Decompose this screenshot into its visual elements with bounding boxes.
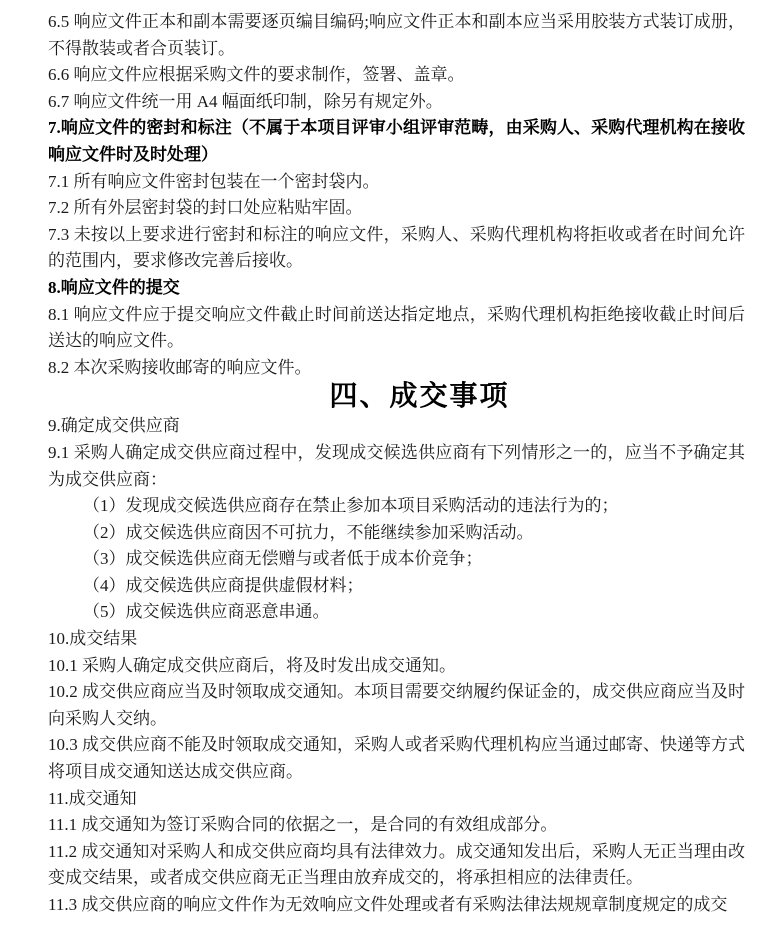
clause-10-2: 10.2 成交供应商应当及时领取成交通知。本项目需要交纳履约保证金的，成交供应商应当及时向采购人交纳。: [48, 682, 745, 728]
clause-9-1: 9.1 采购人确定成交供应商过程中，发现成交候选供应商有下列情形之一的，应当不予确定其为成交供应商：: [48, 442, 745, 489]
section-10-heading: 10.成交结果: [48, 629, 138, 649]
section-11-heading: 11.成交通知: [48, 788, 137, 808]
clause-6-5: 6.5 响应文件正本和副本需要逐页编目编码;响应文件正本和副本应当采用胶装方式装订成册，不得散装或者合页装订。: [48, 12, 745, 58]
clause-11-1: 11.1 成交通知为签订采购合同的依据之一，是合同的有效组成部分。: [48, 815, 558, 835]
clause-10-3: 10.3 成交供应商不能及时领取成交通知，采购人或者采购代理机构应当通过邮寄、快递等方式将项目成交通知送达成交供应商。: [48, 735, 745, 782]
clause-8-2: 8.2 本次采购接收邮寄的响应文件。: [48, 357, 312, 377]
clause-7-1: 7.1 所有响应文件密封包装在一个密封袋内。: [48, 171, 380, 191]
list-item-2: （2）成交候选供应商因不可抗力，不能继续参加采购活动。: [83, 522, 534, 542]
chapter-heading: 四、成交事项: [329, 381, 510, 413]
section-8-heading: 8.响应文件的提交: [48, 277, 180, 297]
clause-6-7: 6.7 响应文件统一用 A4 幅面纸印制，除另有规定外。: [48, 91, 443, 111]
clause-11-2: 11.2 成交通知对采购人和成交供应商均具有法律效力。成交通知发出后，采购人无正当理由改变成交结果，或者成交供应商无正当理由放弃成交的，将承担相应的法律责任。: [48, 841, 745, 888]
clause-7-2: 7.2 所有外层密封袋的封口处应粘贴牢固。: [48, 198, 363, 218]
list-item-5: （5）成交候选供应商恶意串通。: [83, 602, 330, 622]
list-item-4: （4）成交候选供应商提供虚假材料；: [83, 575, 364, 595]
clause-8-1: 8.1 响应文件应于提交响应文件截止时间前送达指定地点，采购代理机构拒绝接收截止时间后送达的响应文件。: [48, 304, 745, 351]
clause-7-3: 7.3 未按以上要求进行密封和标注的响应文件，采购人、采购代理机构将拒收或者在时间允许的范围内，要求修改完善后接收。: [48, 224, 745, 271]
clause-11-3: 11.3 成交供应商的响应文件作为无效响应文件处理或者有采购法律法规规章制度规定的成交: [48, 895, 728, 914]
list-item-3: （3）成交候选供应商无偿赠与或者低于成本价竞争；: [83, 549, 483, 569]
section-9-heading: 9.确定成交供应商: [48, 416, 180, 436]
section-7-heading: 7.响应文件的密封和标注（不属于本项目评审小组评审范畴，由采购人、采购代理机构在接收响应文件时及时处理）: [48, 118, 745, 164]
clause-6-6: 6.6 响应文件应根据采购文件的要求制作，签署、盖章。: [48, 65, 465, 85]
document-page: [48, 0, 745, 919]
clause-10-1: 10.1 采购人确定成交供应商后，将及时发出成交通知。: [48, 655, 456, 675]
list-item-1: （1）发现成交候选供应商存在禁止参加本项目采购活动的违法行为的；: [83, 496, 619, 516]
